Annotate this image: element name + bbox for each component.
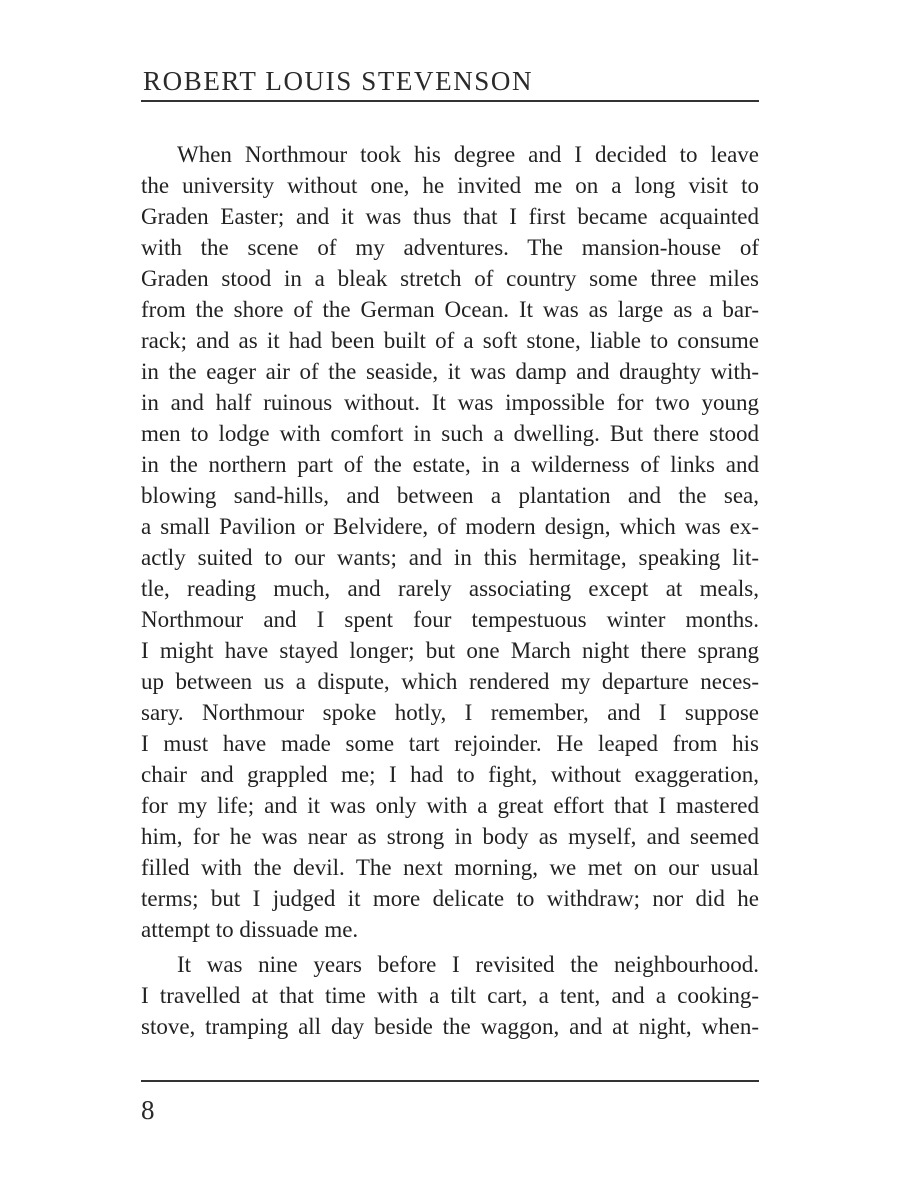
text-line: with the scene of my adventures. The mansion-house of [141,235,759,260]
text-line: It was nine years before I revisited the neighbourhood. [177,952,759,977]
text-line: up between us a dispute, which rendered my departure neces- [141,669,759,694]
text-line: I might have stayed longer; but one March night there sprang [141,638,759,663]
text-line: chair and grappled me; I had to fight, without exaggeration, [141,762,759,787]
text-line: sary. Northmour spoke hotly, I remember, and I suppose [141,700,759,725]
text-line: Graden stood in a bleak stretch of country some three miles [141,266,759,291]
text-line: in and half ruinous without. It was impossible for two young [141,390,759,415]
body-text [141,139,759,1042]
text-line: I must have made some tart rejoinder. He leaped from his [141,731,759,756]
text-line: tle, reading much, and rarely associating except at meals, [141,576,759,601]
text-line: blowing sand-hills, and between a plantation and the sea, [141,483,759,508]
paragraph-2 [141,949,759,1042]
text-line: for my life; and it was only with a great effort that I mastered [141,793,759,818]
page-number: 8 [141,1095,155,1125]
text-line: him, for he was near as strong in body as myself, and seemed [141,824,759,849]
text-line: Northmour and I spent four tempestuous winter months. [141,607,759,632]
text-line: in the northern part of the estate, in a wilderness of links and [141,452,759,477]
text-line: a small Pavilion or Belvidere, of modern design, which was ex- [141,514,759,539]
footer-rule [141,1080,759,1082]
text-line: stove, tramping all day beside the waggon, and at night, when- [141,1014,759,1039]
paragraph-1 [141,139,759,945]
text-line: in the eager air of the seaside, it was damp and draughty with- [141,359,759,384]
text-line: filled with the devil. The next morning, we met on our usual [141,855,759,880]
text-line: rack; and as it had been built of a soft stone, liable to consume [141,328,759,353]
text-line: from the shore of the German Ocean. It was as large as a bar- [141,297,759,322]
text-line: I travelled at that time with a tilt cart, a tent, and a cooking- [141,983,759,1008]
running-head: ROBERT LOUIS STEVENSON [143,66,534,96]
text-line: When Northmour took his degree and I decided to leave [177,142,759,167]
text-line: actly suited to our wants; and in this hermitage, speaking lit- [141,545,759,570]
text-line: terms; but I judged it more delicate to withdraw; nor did he [141,886,759,911]
text-line: Graden Easter; and it was thus that I first became acquainted [141,204,759,229]
text-line: men to lodge with comfort in such a dwelling. But there stood [141,421,759,446]
header-rule [141,100,759,102]
text-line: attempt to dissuade me. [141,917,359,942]
text-line: the university without one, he invited me on a long visit to [141,173,759,198]
